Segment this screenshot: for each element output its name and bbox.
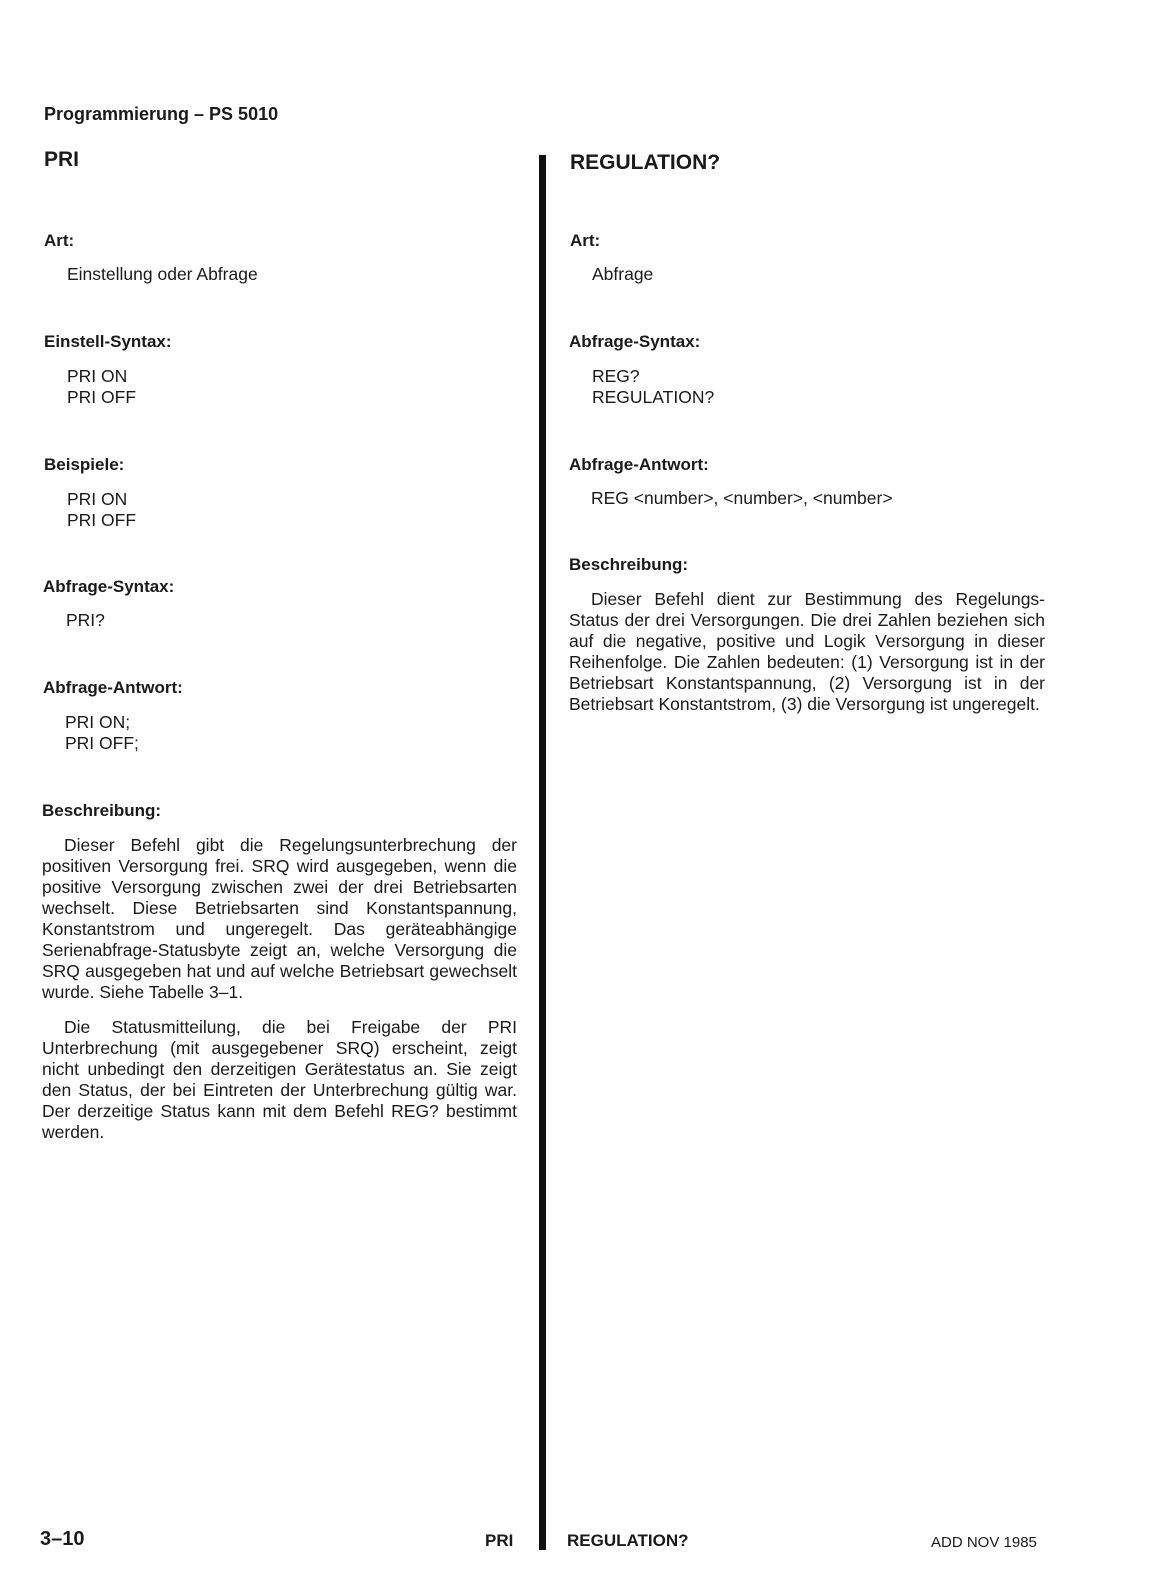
left-beispiele-lines <box>67 489 136 531</box>
right-abfrage-antwort-label: Abfrage-Antwort: <box>569 455 709 474</box>
syntax-line: PRI ON <box>67 366 128 386</box>
right-abfrage-syntax-lines <box>592 366 714 408</box>
right-beschreibung-label: Beschreibung: <box>569 555 689 574</box>
right-description-paragraph-1: Dieser Befehl dient zur Bestimmung des Regelungs-Status der drei Versorgungen. Die drei Zahlen beziehen sich auf die negative, positive und Logik Versorgung in dieser Reihenfolge. Die Zahlen bedeuten: (1) Versorgung ist in der Betriebsart Konstantspannung, (2) Versorgung ist in der Betriebsart Konstantstrom, (3) die Versorgung ist ungeregelt. <box>569 589 1045 714</box>
left-section-title: PRI <box>44 148 80 171</box>
left-description-paragraph-1: Dieser Befehl gibt die Regelungsunterbrechung der positiven Versorgung frei. SRQ wird ausgegeben, wenn die positive Versorgung zwischen zwei der drei Betriebsarten wechselt. Diese Betriebsarten sind Konstantspannung, Konstantstrom und ungeregelt. Das geräteabhängige Serienabfrage-Statusbyte zeigt an, welche Versorgung die SRQ ausgegeben hat und auf welche Betriebsart gewechselt wurde. Siehe Tabelle 3–1. <box>42 835 517 1002</box>
right-abfrage-syntax-label: Abfrage-Syntax: <box>569 332 701 351</box>
page-number: 3–10 <box>40 1528 85 1550</box>
page-header: Programmierung – PS 5010 <box>44 104 279 124</box>
left-art-label: Art: <box>44 231 75 250</box>
left-description-paragraph-2: Die Statusmitteilung, die bei Freigabe der PRI Unterbrechung (mit ausgegebener SRQ) erscheint, zeigt nicht unbedingt den derzeitigen Gerätestatus an. Sie zeigt den Status, der bei Eintreten der Unterbrechung gültig war. Der derzeitige Status kann mit dem Befehl REG? bestimmt werden. <box>42 1017 517 1142</box>
right-art-label: Art: <box>570 231 601 250</box>
left-einstell-syntax-lines <box>67 366 136 408</box>
syntax-line: PRI OFF <box>67 387 137 407</box>
syntax-line: REG? <box>592 366 640 386</box>
response-line: PRI OFF; <box>65 733 139 753</box>
left-einstell-syntax-label: Einstell-Syntax: <box>44 332 172 351</box>
right-art-value: Abfrage <box>592 264 654 284</box>
left-abfrage-antwort-label: Abfrage-Antwort: <box>43 678 183 697</box>
left-abfrage-antwort-lines <box>65 712 139 754</box>
column-divider <box>539 155 546 1550</box>
left-art-value: Einstellung oder Abfrage <box>67 264 258 284</box>
example-line: PRI ON <box>67 489 128 509</box>
left-beispiele-label: Beispiele: <box>44 455 125 474</box>
right-abfrage-antwort-value: REG <number>, <number>, <number> <box>591 488 893 508</box>
left-abfrage-syntax-value: PRI? <box>66 610 105 630</box>
footer-left-reference: PRI <box>485 1531 514 1550</box>
response-line: PRI ON; <box>65 712 131 732</box>
left-abfrage-syntax-label: Abfrage-Syntax: <box>43 577 175 596</box>
footer-right-reference: REGULATION? <box>567 1531 689 1550</box>
syntax-line: REGULATION? <box>592 387 715 407</box>
left-beschreibung-label: Beschreibung: <box>42 801 162 820</box>
footer-date: ADD NOV 1985 <box>931 1534 1037 1551</box>
right-section-title: REGULATION? <box>570 151 721 174</box>
example-line: PRI OFF <box>67 510 137 530</box>
